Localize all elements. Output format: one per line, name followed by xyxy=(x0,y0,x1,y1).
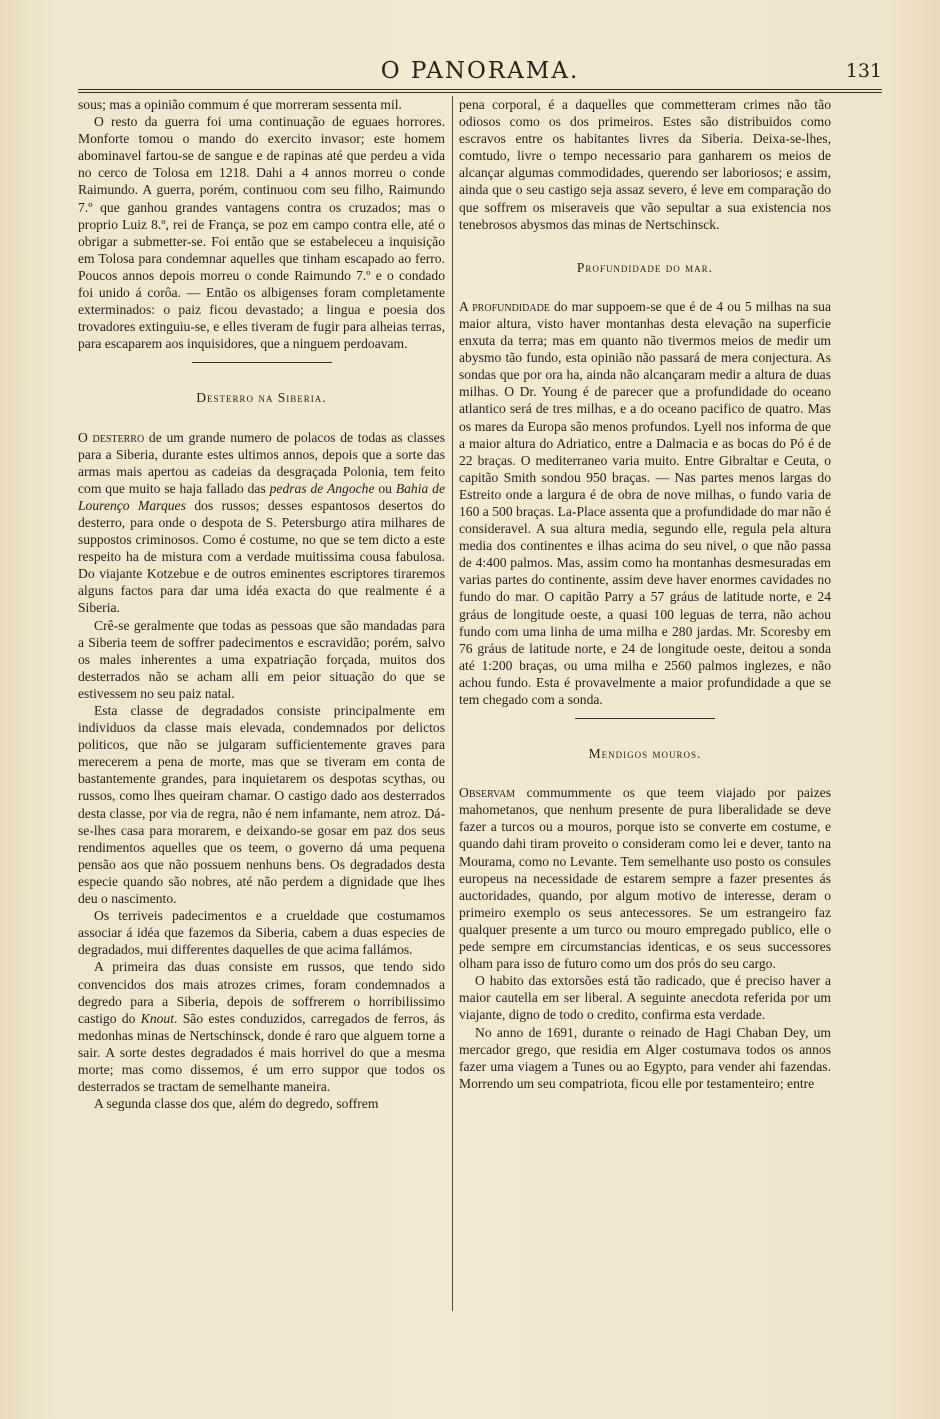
italic-run: Knout xyxy=(140,1010,174,1026)
text-run: commummente os que teem viajado por paizes mahometanos, que nenhum presente de pura liberalidade se deve fazer a turcos ou a mouros, porque isto se converte em costume, e quando dahi tiram proveito o consideram como lei e dever, tanto na Mourama, como no Levante. Tem semelhante uso posto os consules europeus na necessidade de estarem sempre a fazer presentes ás auctoridades, quando, por algum motivo de interesse, deram o primeiro exemplo os seus antecessores. Se um estrangeiro faz qualquer presente a um turco ou mouro empregado publico, elle o pede sempre em circumstancias identicas, e os seus successores olham para isso de futuro como um dos prós do seu cargo. xyxy=(459,785,831,972)
italic-run: pedras de Angoche xyxy=(269,480,375,496)
paragraph: sous; mas a opinião commum é que morreram sessenta mil. xyxy=(78,97,402,112)
lead-words: A profundidade xyxy=(459,298,550,314)
lead-words: Observam xyxy=(459,785,516,801)
italic-run: Bahia de Lourenço Marques xyxy=(78,480,445,513)
text-run: dos russos; desses espantosos desertos do desterro, para onde o despota de S. Petersburgo atira milhares de suppostos criminosos. Como é costume, no que se tem dicto a este respeito ha de mistura com a verdade muitissima cousa fabulosa. Do viajante Kotzebue e de outros eminentes escriptores tiraremos alguns factos para dar uma idéa exacta do que realmente é a Siberia. xyxy=(78,497,445,616)
lead-words: O desterro xyxy=(78,429,145,445)
text-run: do mar suppoem-se que é de 4 ou 5 milhas na sua maior altura, visto haver montanhas desta elevação na superficie enxuta da terra; mas em quanto não tivermos meios de medir um abysmo tão fundo, esta opinião não passará de mera conjectura. As sondas que por ora ha, ainda não alcançaram medir a altura de duas milhas. O Dr. Young é de parecer que a profundidade do oceano atlantico será de tres milhas, e a do oceano pacifico de quatro. Mas os mares da Europa são menos profundos. Lyell nos informa de que a maior altura do Adriatico, entre a Dalmacia e as bocas do Pó é de 22 braças. O mediterraneo varia muito. Entre Gibraltar e Ceuta, o capitão Smith sondou 950 braças. — Nas partes menos largas do Estreito onde a largura é de obra de nove milhas, o fundo varia de 160 a 500 braças. La-Place assenta que a profundidade do mar não é consideravel. A sua altura media, segundo elle, regula pela altura media dos continentes e ilhas acima do seu nivel, o que não passa de 4:400 palmos. Mas, assim como ha montanhas desmesuradas em varias partes do continente, assim deve haver enormes cavidades no fundo do mar. O capitão Parry a 57 gráus de latitude norte, e 24 gráus de longitude oeste, a quasi 100 leguas de terra, não achou fundo com uma linha de uma milha e 280 jardas. Mr. Scoresby em 76 gráus de latitude norte, e 24 de longitude oeste, deitou a sonda até 1:200 braças, ou uma milha e 2560 palmos inglezes, e não achou fundo. Esta é provavelmente a maior profundidade a que se tem chegado com a sonda. xyxy=(459,298,831,707)
paragraph: pena corporal, é a daquelles que commetteram crimes não tão odiosos como os dos primeiros. Estes são distribuidos como escravos entre os habitantes livres da Siberia. Deixa-se-lhes, comtudo, livre o tempo necessario para ganharem os meios de alcançar algumas commodidades, querendo ser laboriosos; e assim, ainda que o seu castigo seja assaz severo, é leve em comparação do que soffrem os miseraveis que vão sepultar a sua existencia nos tenebrosos abysmos das minas de Nertschinsck. xyxy=(459,97,831,232)
paragraph xyxy=(78,429,445,617)
text-run: de um grande numero de polacos de todas as classes para a Siberia, durante estes ultimos annos, depois que a sorte das armas mais apertou as cadeias da desgraçada Polonia, tem feito com que muito se haja fallado das xyxy=(78,429,445,496)
paragraph: Esta classe de degradados consiste principalmente em individuos da classe mais elevada, condemnados por delictos politicos, que não se julgaram sufficientemente graves para merecerem a pena de morte, mas que se tiveram em conta de bastantemente grandes, para inquietarem os despotas scythas, ou russos, como lhes queiram chamar. O castigo dado aos desterrados desta classe, por via de regra, não é nem infamante, nem atroz. Dá-se-lhes casa para morarem, e deixando-se gosar em paz dos seus rendimentos aquelles que os teem, o governo dá uma pequena pensão aos que não possuem nenhuns bens. Os degradados desta especie quando são nobres, até não perdem a dignidade que lhes deu o nascimento. xyxy=(78,703,445,907)
section-title-desterro: Desterro na Siberia. xyxy=(196,390,327,406)
paragraph: No anno de 1691, durante o reinado de Hagi Chaban Dey, um mercador grego, que residia em Alger costumava todos os annos fazer uma viagem a Tunes ou ao Egypto, para vender ahi fazendas. Morrendo um seu compatriota, ficou elle por testamenteiro; entre xyxy=(459,1024,831,1091)
right-column xyxy=(459,96,831,1319)
section-separator xyxy=(575,718,715,719)
left-column xyxy=(78,96,445,1319)
section-title-profundidade: Profundidade do mar. xyxy=(576,259,714,275)
paragraph xyxy=(78,958,445,1095)
publication-title: O PANORAMA. xyxy=(380,58,580,84)
paragraph xyxy=(459,298,831,708)
text-run: . São estes conduzidos, carregados de ferros, ás medonhas minas de Nertschinsck, donde é raro que alguem torne a sair. A sorte destes degradados é mais horrivel do que a mesma morte; mas como dissemos, é um erro suppor que todos os desterrados se tractam de semelhante maneira. xyxy=(78,1010,445,1095)
paragraph: Os terriveis padecimentos e a crueldade que costumamos associar á idéa que fazemos da Siberia, cabem a duas especies de degradados, mui differentes daquelles de que acima fallámos. xyxy=(78,908,445,958)
page-number: 131 xyxy=(845,60,882,82)
text-run: A primeira das duas consiste em russos, que tendo sido convencidos dos mais atrozes crimes, foram condemnados a degredo para a Siberia, depois de soffrerem o horribilissimo castigo do xyxy=(78,959,445,1026)
paragraph: Crê-se geralmente que todas as pessoas que são mandadas para a Siberia teem de soffrer padecimentos e escravidão; porém, salvo os males inherentes a uma expatriação forçada, muitos dos desterrados não se acham alli em peior situação do que se estivessem no seu paiz natal. xyxy=(78,617,445,701)
paragraph xyxy=(459,784,831,972)
header-rule xyxy=(78,89,882,93)
paragraph: A segunda classe dos que, além do degredo, soffrem xyxy=(94,1096,379,1112)
paragraph: O resto da guerra foi uma continuação de eguaes horrores. Monforte tomou o mando do exercito invasor; este homem abominavel fartou-se de sangue e de rapinas até que perdeu a vida no cerco de Tolosa em 1218. Dahi a 4 annos morreu o conde Raimundo. A guerra, porém, continuou com seu filho, Raimundo 7.º que ganhou grandes vantagens contra os cruzados; mas o proprio Luiz 8.º, rei de França, se poz em campo contra elle, até o obrigar a submetter-se. Foi então que se estabeleceu a inquisição em Tolosa para condemnar aquelles que tinham escapado ao ferro. Poucos annos depois morreu o conde Raimundo 7.º e o condado foi unido á corôa. — Então os albigenses foram completamente exterminados: o paiz ficou devastado; a lingua e poesia dos trovadores extinguiu-se, e elles tiveram de fugir para alheias terras, para escaparem aos inquisidores, que a ninguem perdoavam. xyxy=(78,114,445,352)
page-header xyxy=(78,58,882,88)
paragraph: O habito das extorsões está tão radicado, que é preciso haver a maior cautella em ser liberal. A seguinte anecdota referida por um viajante, digno de todo o credito, confirma esta verdade. xyxy=(459,973,831,1023)
column-divider xyxy=(452,96,453,1311)
text-run: ou xyxy=(374,480,396,496)
section-title-mendigos: Mendigos mouros. xyxy=(588,746,702,762)
section-separator xyxy=(192,362,332,363)
